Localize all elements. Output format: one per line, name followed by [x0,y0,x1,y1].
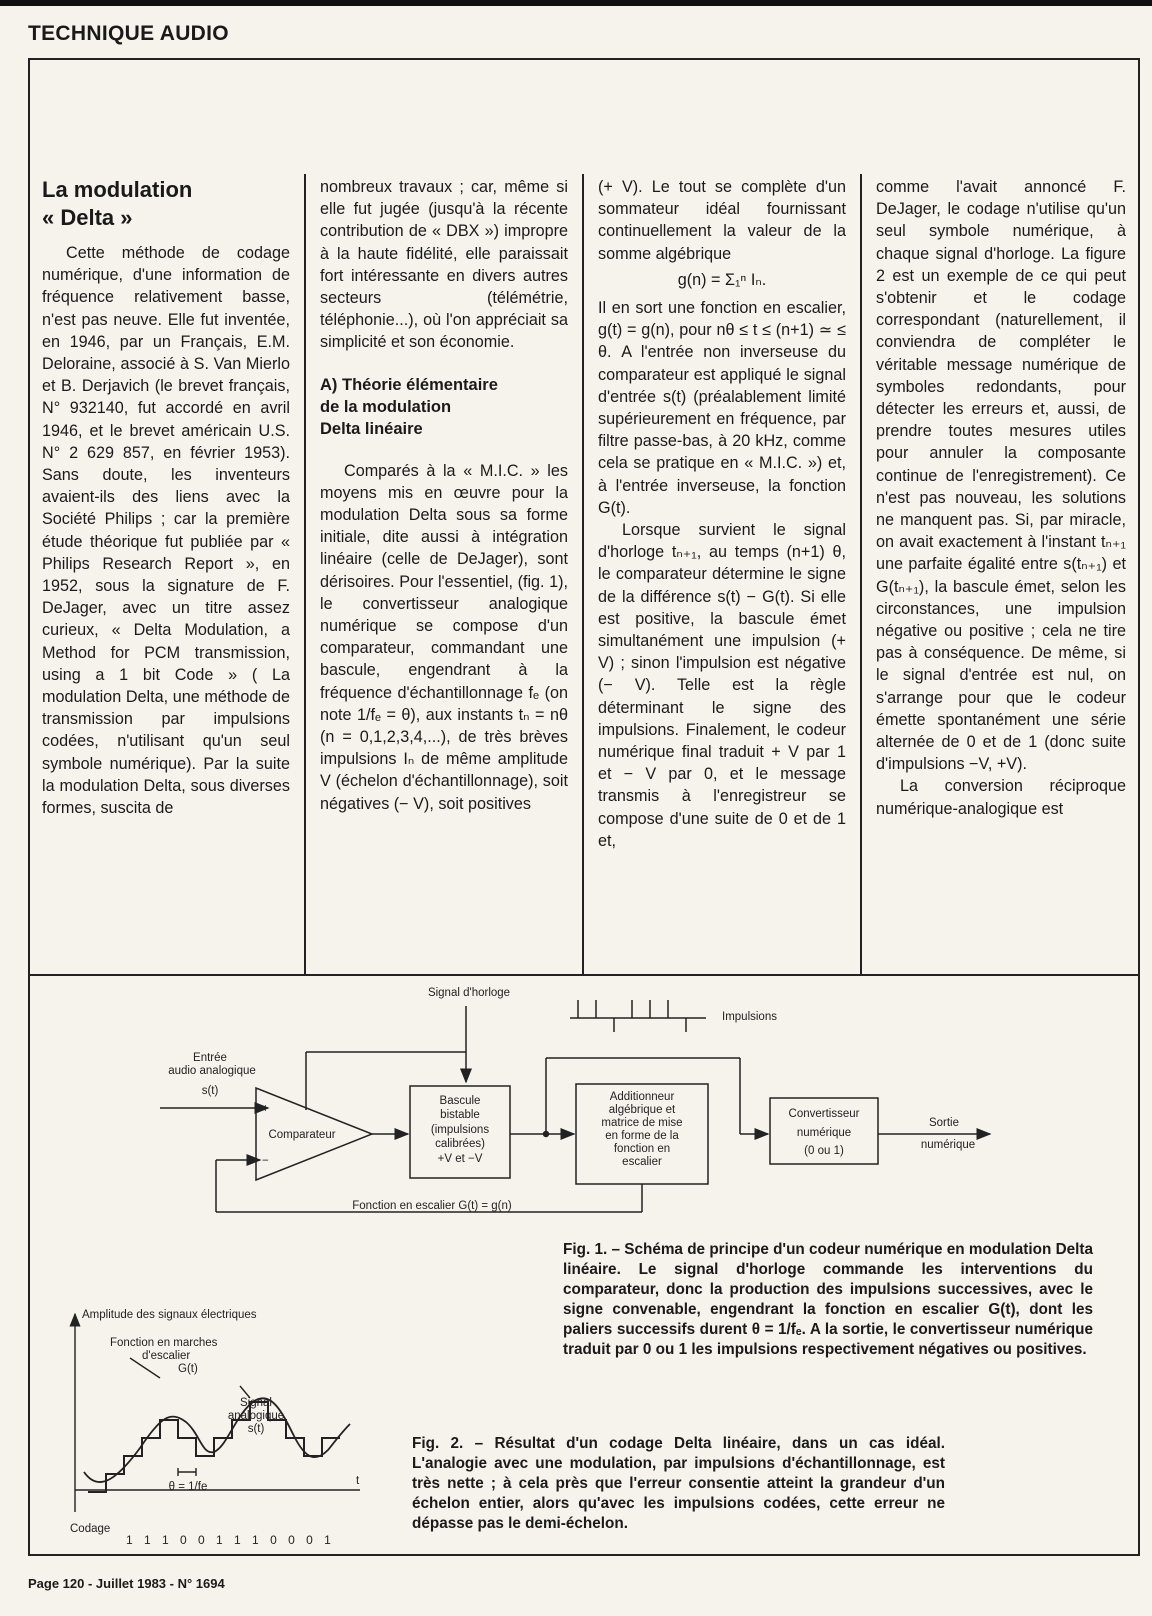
staircase-line [88,1402,340,1492]
bascule-label: (impulsions [430,1124,490,1136]
page-footer: Page 120 - Juillet 1983 - N° 1694 [28,1576,225,1591]
fig2-graph [60,1300,390,1548]
adder-label: Additionneur [609,1091,675,1103]
clock-label: Signal d'horloge [427,987,511,999]
converter-label: Convertisseur [788,1108,860,1120]
bascule-label: +V et −V [437,1153,483,1165]
paragraph: Il en sort une fonction en escalier, g(t) = g(n), pour nθ ≤ t ≤ (n+1) ≃ ≤ θ. A l'entrée non inverseuse du comparateur est appliqué le signal d'entrée s(t) (préalablement limité supérieurement en fréquence, par filtre passe-bas, à 20 kHz, comme cela se pratique en « M.I.C. ») et, à l'entrée inverseuse, la fonction G(t). [598,299,846,517]
adder-label: escalier [622,1156,662,1168]
staircase-label: G(t) [178,1363,198,1375]
converter-label: numérique [796,1127,852,1139]
coding-label: Codage [70,1523,111,1535]
comparator-label: Comparateur [268,1129,336,1141]
adder-label: matrice de mise [601,1117,683,1129]
top-rule [0,0,1152,6]
formula: g(n) = Σ₁ⁿ Iₙ. [677,270,767,289]
staircase-label: Fonction en marches [110,1337,218,1349]
paragraph: nombreux travaux ; car, même si elle fut jugée (jusqu'à la récente contribution de « DBX ») impropre à la haute fidélité, elle paraissait fort intéressante en divers autres secteurs (télémétrie, téléphonie...), où l'on appréciait sa simplicité et son économie. [320,178,568,352]
paragraph: (+ V). Le tout se complète d'un sommateur idéal fournissant continuellement la valeur de la somme algébrique [598,178,846,263]
adder-label: fonction en [613,1143,671,1155]
fig1-caption: Fig. 1. – Schéma de principe d'un codeur numérique en modulation Delta linéaire. Le signal d'horloge commande les interventions du comparateur, donc la production des impulsions successives, avec le signe convenable, engendrant la fonction en escalier G(t), dont les paliers successifs durent θ = 1/fₑ. A la sortie, le convertisseur numérique traduit par 0 ou 1 les impulsions respectivement négatives ou positives. [563,1241,1093,1358]
signal-label: analogique [227,1410,285,1422]
input-label: audio analogique [168,1065,256,1077]
paragraph: La conversion réciproque numérique-analogique est [876,777,1126,818]
output-label: numérique [920,1139,976,1151]
column-1 [42,176,290,819]
column-2 [320,176,568,815]
minus-label: − [262,1155,269,1167]
signal-label: Signal [240,1397,272,1409]
article-title: La modulation « Delta » [42,177,193,230]
paragraph: Lorsque survient le signal d'horloge tₙ₊₁, au temps (n+1) θ, le comparateur détermine le signe de la différence s(t) − G(t). Si elle est positive, la bascule émet simultanément une impulsion (+ V) ; sinon l'impulsion est négative (− V). Telle est la règle déterminant le signe des impulsions. Finalement, le codeur numérique final traduit + V par 1 et − V par 0, et le message transmis à l'enregistreur se compose d'une suite de 0 et de 1 et, [598,521,846,850]
output-label: Sortie [928,1117,960,1129]
fig1-diagram [0,976,1152,1226]
paragraph: comme l'avait annoncé F. DeJager, le codage n'utilise qu'un seul symbole numérique, à chaque signal d'horloge. La figure 2 est un exemple de ce qui peut s'obtenir et le codage correspondant (naturellement, il conviendra de compléter le véritable message numérique de symboles redondants, pour détecter les erreurs et, aussi, de prendre toutes mesures utiles pour annuler la composante continue de l'enregistrement). Ce n'est pas nouveau, les solutions ne manquent pas. Si, par miracle, on avait exactement à l'instant tₙ₊₁ une parfaite égalité entre s(tₙ₊₁) et G(tₙ₊₁), la bascule émet, selon les circonstances, une impulsion négative ou positive ; cela ne tire pas à conséquence. De même, si le signal d'entrée est nul, on s'arrange pour que le codeur émette spontanément une série alternée de 0 et de 1 (donc suite d'impulsions −V, +V). [876,178,1126,774]
bascule-label: bistable [440,1109,480,1121]
input-label: s(t) [201,1085,219,1097]
column-4 [876,176,1126,820]
theta-label: θ = 1/fe [168,1481,208,1493]
section-header: TECHNIQUE AUDIO [28,22,229,45]
input-label: Entrée [193,1052,227,1064]
column-divider [860,174,862,976]
converter-label: (0 ou 1) [804,1145,844,1157]
bascule-label: Bascule [439,1095,481,1107]
paragraph: Comparés à la « M.I.C. » les moyens mis en œuvre pour la modulation Delta sous sa forme initiale, dite aussi à intégration linéaire (celle de DeJager), sont dérisoires. Pour l'essentiel, (fig. 1), le convertisseur analogique numérique se compose d'un comparateur, commandant une bascule, engendrant à la fréquence d'échantillonnage fₑ (on note 1/fₑ = θ), aux instants tₙ = nθ (n = 0,1,2,3,4,...), de très brèves impulsions Iₙ de même amplitude V (échelon d'échantillonnage), soit négatives (− V), soit positives [320,461,568,813]
feedback-label: Fonction en escalier G(t) = g(n) [352,1200,512,1212]
column-divider [582,174,584,976]
paragraph: Cette méthode de codage numérique, d'une information de fréquence relativement basse, n'est pas neuve. Elle fut inventée, en 1946, par un Français, E.M. Deloraine, associé à S. Van Mierlo et B. Derjavich (le brevet français, N° 932140, fut accordé en avril 1946, et le brevet américain U.S. N° 2 629 857, en février 1953). Sans doute, les inventeurs avaient-ils des liens avec la Société Philips ; car la première étude théorique fut publiée par « Philips Research Report », en 1952, sous la signature de F. DeJager, avec un titre assez curieux, « Delta Modulation, a Method for PCM transmission, using a 1 bit Code » ( La modulation Delta, une méthode de transmission par impulsions codées, n'utilisant qu'un seul symbole numérique). Par la suite la modulation Delta, sous diverses formes, suscita de [42,244,290,818]
staircase-label: d'escalier [142,1350,191,1362]
y-axis-label: Amplitude des signaux électriques [82,1309,257,1321]
adder-label: en forme de la [605,1130,679,1142]
plus-label: + [262,1103,269,1115]
bascule-label: calibrées) [435,1138,485,1150]
column-divider [304,174,306,976]
subheading: A) Théorie élémentaire de la modulation Delta linéaire [320,375,498,438]
column-3 [598,176,846,852]
pulses-label: Impulsions [722,1011,777,1023]
adder-label: algébrique et [608,1104,676,1116]
t-label: t [356,1475,360,1487]
coding-bits: 1 1 1 0 0 1 1 1 0 0 0 1 [126,1533,335,1547]
fig2-caption: Fig. 2. – Résultat d'un codage Delta linéaire, dans un cas idéal. L'analogie avec une modulation, par impulsions d'échantillonnage, est très nette ; à cela près que l'erreur consentie atteint la grandeur d'un échelon entier, alors qu'avec les impulsions codées, cette erreur ne dépasse pas le demi-échelon. [412,1435,945,1532]
signal-label: s(t) [247,1423,265,1435]
